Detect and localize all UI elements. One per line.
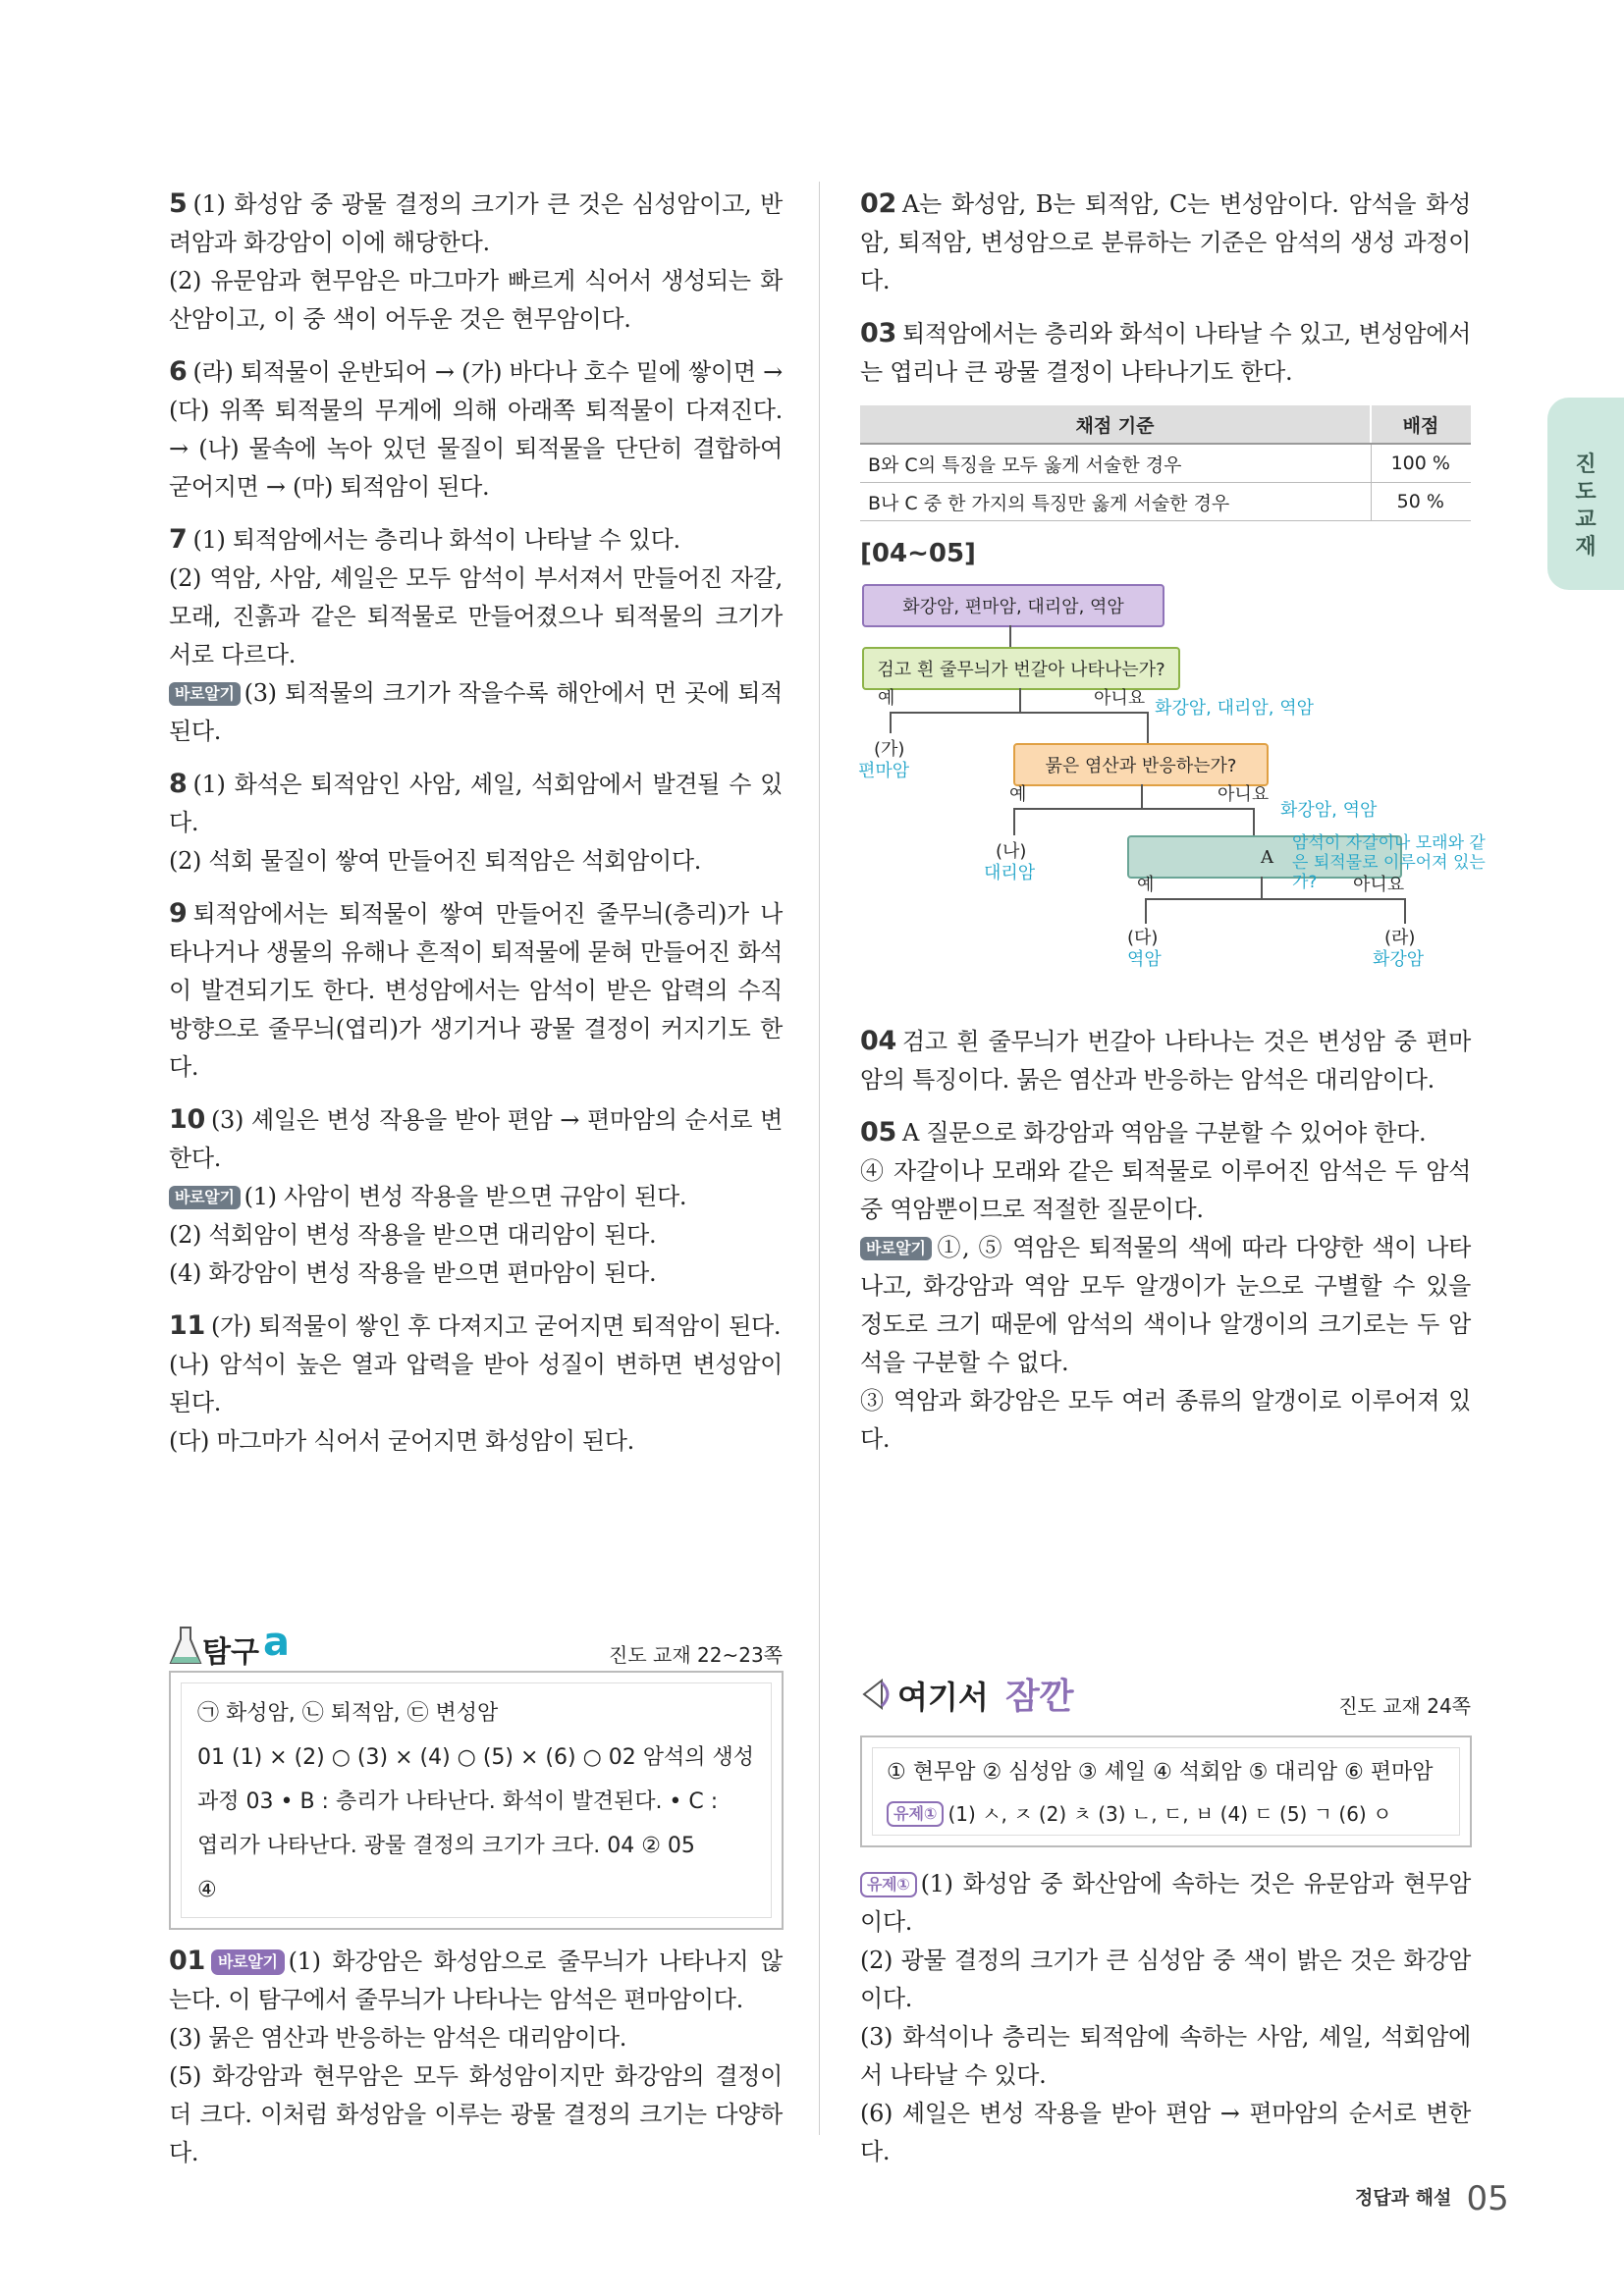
answer-text: (2) 석회암이 변성 작용을 받으면 대리암이 된다. bbox=[169, 1221, 657, 1249]
answer-text: A는 화성암, B는 퇴적암, C는 변성암이다. 암석을 화성암, 퇴적암, 변성암으로 분류하는 기준은 암석의 생성 과정이다. bbox=[860, 190, 1471, 294]
answer-text: (나) 암석이 높은 열과 압력을 받아 성질이 변하면 변성암이 된다. bbox=[169, 1351, 783, 1416]
correction-badge: 바로알기 bbox=[860, 1237, 932, 1260]
answer-04 bbox=[860, 1022, 1471, 1099]
jamkkan-header bbox=[860, 1669, 1471, 1718]
flow-connector bbox=[1147, 712, 1149, 743]
jamkkan-title-accent: 잠깐 bbox=[1005, 1677, 1074, 1717]
answer-number: 02 bbox=[860, 188, 896, 219]
answer-text: 검고 흰 줄무늬가 번갈아 나타나는 것은 변성암 중 편마암의 특징이다. 묽은 염산과 반응하는 암석은 대리암이다. bbox=[860, 1028, 1471, 1094]
answer-text: (5) 화강암과 현무암은 모두 화성암이지만 화강암의 결정이 더 크다. 이처럼 화성암을 이루는 광물 결정의 크기는 다양하다. bbox=[169, 2062, 783, 2166]
answer-text: (2) 역암, 사암, 셰일은 모두 암석이 부서져서 만들어진 자갈, 모래, 진흙과 같은 퇴적물로 만들어졌으나 퇴적물의 크기가 서로 다르다. bbox=[169, 564, 783, 668]
jamkkan-page-ref: 진도 교재 24쪽 bbox=[1338, 1694, 1471, 1718]
flow-connector bbox=[1019, 688, 1021, 712]
flow-ga-label: (가) bbox=[874, 739, 905, 760]
column-divider bbox=[819, 182, 820, 2135]
flow-connector bbox=[1253, 808, 1255, 835]
flow-connector bbox=[1141, 784, 1143, 808]
left-column bbox=[169, 185, 783, 1474]
answer-text: (3) 셰일은 변성 작용을 받아 편암 → 편마암의 순서로 변한다. bbox=[169, 1106, 783, 1172]
correction-badge: 바로알기 bbox=[169, 682, 241, 706]
flow-connector bbox=[1261, 877, 1263, 898]
answer-6 bbox=[169, 352, 783, 507]
answer-text: (3) 화석이나 층리는 퇴적암에 속하는 사암, 셰일, 석회암에서 나타날 수 있다. bbox=[860, 2023, 1471, 2089]
flow-a-label: A bbox=[1261, 846, 1273, 868]
answer-text: (1) 화성암 중 광물 결정의 크기가 큰 것은 심성암이고, 반려암과 화강암이 이에 해당한다. bbox=[169, 190, 783, 256]
side-tab[interactable] bbox=[1547, 398, 1624, 590]
answer-number: 8 bbox=[169, 769, 188, 799]
answer-05 bbox=[860, 1113, 1471, 1459]
flow-question-2: 묽은 염산과 반응하는가? bbox=[1013, 743, 1269, 786]
answer-8 bbox=[169, 765, 783, 881]
footer-label: 정답과 해설 bbox=[1355, 2187, 1452, 2209]
flow-question-1: 검고 흰 줄무늬가 번갈아 나타나는가? bbox=[862, 647, 1180, 690]
answer-text: (3) 퇴적물의 크기가 작을수록 해안에서 먼 곳에 퇴적된다. bbox=[169, 679, 783, 745]
inquiry-line: 01 (1) × (2) ○ (3) × (4) ○ (5) × (6) ○ 02 암석의 생성 bbox=[197, 1745, 755, 1770]
table-header: 채점 기준 bbox=[860, 405, 1371, 444]
flow-yes-label: 예 bbox=[1137, 875, 1155, 895]
flow-ra-label: (라) bbox=[1384, 928, 1416, 948]
answer-text: (2) 유문암과 현무암은 마그마가 빠르게 식어서 생성되는 화산암이고, 이 중 색이 어두운 것은 현무암이다. bbox=[169, 267, 783, 333]
correction-badge: 바로알기 bbox=[211, 1949, 285, 1975]
table-row bbox=[860, 483, 1471, 521]
flow-connector bbox=[1013, 808, 1255, 810]
answer-number: 03 bbox=[860, 318, 896, 348]
answer-7 bbox=[169, 520, 783, 751]
answer-text: (1) 화강암은 화성암으로 줄무늬가 나타나지 않는다. 이 탐구에서 줄무늬가 나타나는 암석은 편마암이다. bbox=[169, 1948, 783, 2013]
flow-no-label: 아니요 bbox=[1218, 784, 1270, 805]
inquiry-line: 엽리가 나타난다. 광물 결정의 크기가 크다. 04 ② 05 bbox=[197, 1834, 695, 1858]
flow-connector bbox=[1013, 808, 1015, 835]
flow-no-label: 아니요 bbox=[1353, 875, 1405, 895]
flow-no-label: 아니요 bbox=[1094, 688, 1146, 709]
flow-da-rock: 역암 bbox=[1127, 949, 1162, 970]
table-cell: B와 C의 특징을 모두 옳게 서술한 경우 bbox=[860, 444, 1371, 483]
flow-ra-rock: 화강암 bbox=[1373, 949, 1425, 970]
flow-yes-label: 예 bbox=[878, 688, 895, 709]
answer-text: (1) 퇴적암에서는 층리나 화석이 나타날 수 있다. bbox=[192, 526, 680, 554]
flow-da-label: (다) bbox=[1127, 928, 1159, 948]
answer-text: (라) 퇴적물이 운반되어 → (가) 바다나 호수 밑에 쌓이면 → (다) 위쪽 퇴적물의 무게에 의해 아래쪽 퇴적물이 다져진다. → (나) 물속에 녹아 있던 물질이 퇴적물을 단단히 결합하여 굳어지면 → (마) 퇴적암이 된다. bbox=[169, 358, 783, 501]
inquiry-answer-01 bbox=[169, 1942, 783, 2172]
inquiry-answer-box bbox=[169, 1671, 784, 1930]
jamkkan-line: ① 현무암 ② 심성암 ③ 셰일 ④ 석회암 ⑤ 대리암 ⑥ 편마암 bbox=[887, 1760, 1434, 1785]
inquiry-title-mark: a bbox=[263, 1620, 290, 1665]
flow-connector bbox=[1145, 898, 1147, 924]
variant-badge: 유제① bbox=[860, 1872, 917, 1897]
answer-number: 01 bbox=[169, 1946, 205, 1976]
answer-text: ③ 역암과 화강암은 모두 여러 종류의 알갱이로 이루어져 있다. bbox=[860, 1387, 1471, 1453]
flow-remaining-rocks: 화강암, 대리암, 역암 bbox=[1155, 698, 1314, 719]
inquiry-line: ④ bbox=[197, 1878, 217, 1902]
answer-number: 6 bbox=[169, 356, 188, 387]
answer-text: (3) 묽은 염산과 반응하는 암석은 대리암이다. bbox=[169, 2024, 627, 2052]
answer-text: ①, ⑤ 역암은 퇴적물의 색에 따라 다양한 색이 나타나고, 화강암과 역암 모두 알갱이가 눈으로 구별할 수 있을 정도로 크기 때문에 암석의 색이나 알갱이의 크기로는 두 암석을 구분할 수 없다. bbox=[860, 1234, 1471, 1376]
answer-11 bbox=[169, 1307, 783, 1461]
megaphone-icon bbox=[860, 1673, 897, 1712]
answer-text: (2) 광물 결정의 크기가 큰 심성암 중 색이 밝은 것은 화강암이다. bbox=[860, 1947, 1471, 2012]
answer-5 bbox=[169, 185, 783, 339]
answer-9 bbox=[169, 894, 783, 1087]
side-tab-label: 진도 교재 bbox=[1575, 453, 1597, 560]
table-header: 배점 bbox=[1371, 405, 1471, 444]
table-cell: B나 C 중 한 가지의 특징만 옳게 서술한 경우 bbox=[860, 483, 1371, 521]
page-footer bbox=[1355, 2179, 1509, 2218]
inquiry-page-ref: 진도 교재 22~23쪽 bbox=[609, 1643, 783, 1667]
jamkkan-explanation bbox=[860, 1865, 1471, 2171]
answer-text: (4) 화강암이 변성 작용을 받으면 편마암이 된다. bbox=[169, 1259, 657, 1287]
answer-10 bbox=[169, 1100, 783, 1293]
answer-text: (1) 화석은 퇴적암인 사암, 셰일, 석회암에서 발견될 수 있다. bbox=[169, 771, 783, 836]
jamkkan-answer-inner bbox=[872, 1747, 1460, 1836]
answer-number: 11 bbox=[169, 1310, 205, 1341]
flow-connector bbox=[890, 712, 1149, 714]
answer-text: 퇴적암에서는 퇴적물이 쌓여 만들어진 줄무늬(층리)가 나타나거나 생물의 유해나 흔적이 퇴적물에 묻혀 만들어진 화석이 발견되기도 한다. 변성암에서는 암석이 받은 압력의 수직 방향으로 줄무늬(엽리)가 생기거나 광물 결정이 커지기도 한다. bbox=[169, 900, 783, 1081]
right-column bbox=[858, 185, 1486, 1472]
table-cell: 50 % bbox=[1371, 483, 1471, 521]
answer-number: 5 bbox=[169, 188, 188, 219]
inquiry-line: ㉠ 화성암, ㉡ 퇴적암, ㉢ 변성암 bbox=[197, 1701, 499, 1726]
flow-connector bbox=[1145, 898, 1406, 900]
jamkkan-title: 여기서 bbox=[897, 1679, 989, 1716]
section-label: [04~05] bbox=[860, 539, 976, 568]
table-row bbox=[860, 444, 1471, 483]
jamkkan-answer-box bbox=[860, 1735, 1472, 1847]
flow-na-rock: 대리암 bbox=[984, 863, 1036, 883]
flow-yes-label: 예 bbox=[1009, 784, 1027, 805]
flask-icon bbox=[169, 1624, 202, 1669]
answer-text: ④ 자갈이나 모래와 같은 퇴적물로 이루어진 암석은 두 암석 중 역암뿐이므로 적절한 질문이다. bbox=[860, 1157, 1471, 1223]
correction-badge: 바로알기 bbox=[169, 1186, 241, 1209]
inquiry-answer-inner bbox=[181, 1682, 772, 1918]
answer-number: 10 bbox=[169, 1104, 205, 1135]
jamkkan-line: (1) ㅅ, ㅈ (2) ㅊ (3) ㄴ, ㄷ, ㅂ (4) ㄷ (5) ㄱ (6) ㅇ bbox=[947, 1802, 1392, 1826]
scoring-table bbox=[860, 405, 1471, 521]
answer-number: 9 bbox=[169, 898, 188, 929]
answer-number: 7 bbox=[169, 524, 188, 555]
variant-badge: 유제① bbox=[887, 1801, 944, 1827]
rock-classification-flowchart bbox=[860, 578, 1489, 1010]
answer-text: (6) 셰일은 변성 작용을 받아 편암 → 편마암의 순서로 변한다. bbox=[860, 2100, 1471, 2165]
answer-text: 퇴적암에서는 층리와 화석이 나타날 수 있고, 변성암에서는 엽리나 큰 광물 결정이 나타나기도 한다. bbox=[860, 320, 1471, 386]
inquiry-line: 과정 03 • B : 층리가 나타난다. 화석이 발견된다. • C : bbox=[197, 1789, 719, 1814]
answer-02 bbox=[860, 185, 1471, 300]
flow-remaining-rocks: 화강암, 역암 bbox=[1280, 800, 1378, 821]
answer-text: A 질문으로 화강암과 역암을 구분할 수 있어야 한다. bbox=[901, 1119, 1427, 1147]
table-header-row bbox=[860, 405, 1471, 444]
answer-text: (다) 마그마가 식어서 굳어지면 화성암이 된다. bbox=[169, 1427, 635, 1455]
flow-question-a-text: 암석이 자갈이나 모래와 같은 퇴적물로 이루어져 있는가? bbox=[1292, 833, 1486, 892]
flow-na-label: (나) bbox=[996, 841, 1027, 862]
answer-number: 05 bbox=[860, 1117, 896, 1148]
answer-text: (가) 퇴적물이 쌓인 후 다져지고 굳어지면 퇴적암이 된다. bbox=[210, 1312, 782, 1340]
flow-ga-rock: 편마암 bbox=[858, 761, 910, 781]
page-number: 05 bbox=[1466, 2179, 1509, 2218]
flow-rocks-box: 화강암, 편마암, 대리암, 역암 bbox=[862, 584, 1164, 627]
flow-connector bbox=[890, 712, 892, 733]
answer-text: (1) 화성암 중 화산암에 속하는 것은 유문암과 현무암이다. bbox=[860, 1870, 1471, 1936]
table-cell: 100 % bbox=[1371, 444, 1471, 483]
answer-text: (2) 석회 물질이 쌓여 만들어진 퇴적암은 석회암이다. bbox=[169, 847, 702, 875]
answer-03 bbox=[860, 314, 1471, 392]
answer-text: (1) 사암이 변성 작용을 받으면 규암이 된다. bbox=[244, 1183, 687, 1210]
inquiry-header bbox=[169, 1622, 783, 1671]
answer-number: 04 bbox=[860, 1026, 896, 1056]
flow-connector bbox=[1404, 898, 1406, 924]
flow-connector bbox=[1009, 625, 1011, 647]
inquiry-title: 탐구 bbox=[202, 1635, 259, 1670]
